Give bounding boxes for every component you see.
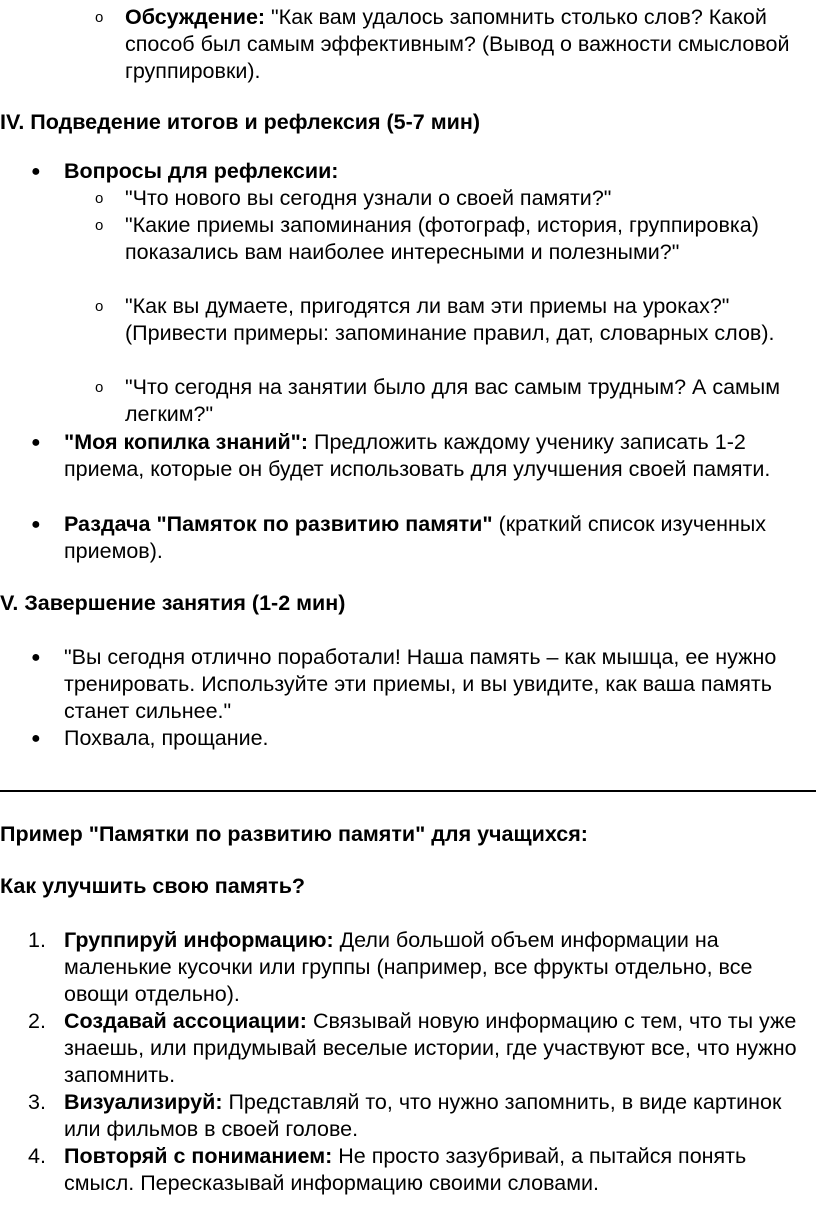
- reflection-question-text: "Что сегодня на занятии было для вас самым трудным? А самым легким?": [125, 375, 781, 426]
- sub-bullet-marker: o: [95, 298, 104, 315]
- memo-list-item-2: [28, 1008, 814, 1089]
- reflection-questions-label: Вопросы для рефлексии:: [64, 159, 339, 183]
- list-number: 3.: [28, 1090, 46, 1114]
- sub-bullet-marker: o: [95, 9, 104, 26]
- memo-item-text: Дели большой объем информации на маленькие кусочки или группы (например, все фрукты отдельно, все овощи отдельно).: [64, 928, 753, 1006]
- memo-list-item-1: [28, 927, 814, 1008]
- knowledge-bank-item: [31, 429, 814, 483]
- memo-list-item-3: [28, 1089, 814, 1143]
- list-number: 2.: [28, 1009, 46, 1033]
- memo-item-text: Связывай новую информацию с тем, что ты уже знаешь, или придумывай веселые истории, где участвуют все, что нужно запомнить.: [64, 1009, 797, 1087]
- memo-item-label: Повторяй с пониманием:: [64, 1144, 333, 1168]
- section-5-heading: V. Завершение занятия (1-2 мин): [0, 591, 346, 615]
- discussion-label: Обсуждение:: [125, 5, 266, 29]
- section-4-heading: IV. Подведение итогов и рефлексия (5-7 мин): [0, 110, 480, 134]
- bullet-marker: ●: [31, 163, 41, 180]
- reflection-question-4: [95, 374, 815, 428]
- handout-label: Раздача "Памяток по развитию памяти": [64, 512, 493, 536]
- sub-bullet-marker: o: [95, 190, 104, 207]
- discussion-item: [95, 4, 815, 85]
- reflection-question-text: "Какие приемы запоминания (фотограф, история, группировка) показались вам наиболее интересными и полезными?": [125, 213, 759, 264]
- closing-item-1: [31, 644, 814, 725]
- closing-text: "Вы сегодня отлично поработали! Наша память – как мышца, ее нужно тренировать. Используйте эти приемы, и вы увидите, как ваша память станет сильнее.": [64, 645, 777, 723]
- handout-text: (краткий список изученных приемов).: [64, 512, 767, 563]
- memo-item-text: Не просто зазубривай, а пытайся понять смысл. Пересказывай информацию своими словами.: [64, 1144, 747, 1195]
- bullet-marker: ●: [31, 434, 41, 451]
- knowledge-bank-text: Предложить каждому ученику записать 1-2 приема, которые он будет использовать для улучшения своей памяти.: [64, 430, 771, 481]
- bullet-marker: ●: [31, 730, 41, 747]
- reflection-question-3: [95, 293, 815, 347]
- bullet-marker: ●: [31, 516, 41, 533]
- memo-item-label: Создавай ассоциации:: [64, 1009, 307, 1033]
- reflection-questions-item: [31, 158, 814, 185]
- reflection-question-1: [95, 185, 815, 212]
- reflection-question-2: [95, 212, 815, 266]
- handout-item: [31, 511, 814, 565]
- memo-heading: Пример "Памятки по развитию памяти" для учащихся:: [0, 822, 588, 846]
- discussion-text: "Как вам удалось запомнить столько слов? Какой способ был самым эффективным? (Вывод о важности смысловой группировки).: [125, 5, 790, 83]
- memo-subheading: Как улучшить свою память?: [0, 874, 306, 898]
- reflection-question-text: "Как вы думаете, пригодятся ли вам эти приемы на уроках?" (Привести примеры: запоминание правил, дат, словарных слов).: [125, 294, 775, 345]
- memo-item-text: Представляй то, что нужно запомнить, в виде картинок или фильмов в своей голове.: [64, 1090, 782, 1141]
- memo-item-label: Группируй информацию:: [64, 928, 334, 952]
- knowledge-bank-label: "Моя копилка знаний":: [64, 430, 309, 454]
- closing-item-2: [31, 725, 814, 752]
- horizontal-divider: [0, 790, 816, 792]
- memo-item-label: Визуализируй:: [64, 1090, 223, 1114]
- sub-bullet-marker: o: [95, 379, 104, 396]
- memo-list-item-4: [28, 1143, 814, 1197]
- closing-text: Похвала, прощание.: [64, 726, 269, 750]
- bullet-marker: ●: [31, 649, 41, 666]
- reflection-question-text: "Что нового вы сегодня узнали о своей памяти?": [125, 186, 612, 210]
- list-number: 1.: [28, 928, 46, 952]
- sub-bullet-marker: o: [95, 217, 104, 234]
- list-number: 4.: [28, 1144, 46, 1168]
